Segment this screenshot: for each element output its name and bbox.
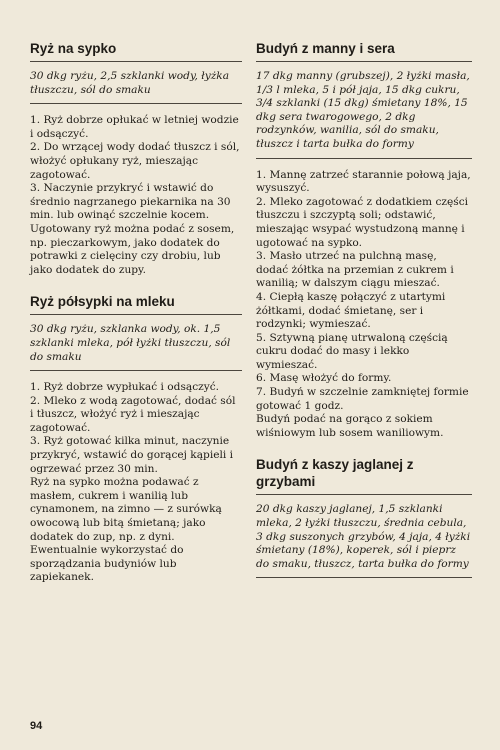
recipe-steps xyxy=(256,169,472,441)
recipe-title: Ryż półsypki na mleku xyxy=(30,293,242,315)
serving-note: Ryż na sypko można podawać z masłem, cukrem i wanilią lub cynamonem, na zimno — z surówką owocową lub bitą śmietaną; jako dodatek do zup, np. z dyni. Ewentualnie wykorzystać do sporządzania budyniów lub zapiekanek. xyxy=(30,476,222,584)
ingredients-list: 20 dkg kaszy jaglanej, 1,5 szklanki mleka, 2 łyżki tłuszczu, średnia cebula, 3 dkg suszonych grzybów, 4 jaja, 4 łyżki śmietany (18%), koperek, sól i pieprz do smaku, tłuszcz, tarta bułka do formy xyxy=(256,503,472,578)
ingredients-list: 30 dkg ryżu, 2,5 szklanki wody, łyżka tłuszczu, sól do smaku xyxy=(30,70,242,104)
recipe-title: Ryż na sypko xyxy=(30,40,242,62)
serving-note: Ugotowany ryż można podać z sosem, np. pieczarkowym, jako dodatek do potrawki z cielęciny czy drobiu, lub jako dodatek do zupy. xyxy=(30,222,235,276)
ingredients-list: 30 dkg ryżu, szklanka wody, ok. 1,5 szklanki mleka, pół łyżki tłuszczu, sól do smaku xyxy=(30,323,242,371)
step: 2. Do wrzącej wody dodać tłuszcz i sól, włożyć opłukany ryż, mieszając zagotować. xyxy=(30,141,240,181)
recipe-steps xyxy=(30,114,242,277)
step: 3. Ryż gotować kilka minut, naczynie przykryć, wstawić do gorącej kąpieli i ogrzewać przez 30 min. xyxy=(30,435,234,475)
step: 6. Masę włożyć do formy. xyxy=(256,372,392,385)
step: 1. Ryż dobrze opłukać w letniej wodzie i odsączyć. xyxy=(30,114,239,140)
recipe-title: Budyń z manny i sera xyxy=(256,40,472,62)
step: 7. Budyń w szczelnie zamkniętej formie gotować 1 godz. xyxy=(256,386,469,412)
right-column xyxy=(256,40,472,588)
step: 4. Ciepłą kaszę połączyć z utartymi żółtkami, dodać śmietanę, ser i rodzynki; wymieszać. xyxy=(256,290,446,331)
ingredients-list: 17 dkg manny (grubszej), 2 łyżki masła, 1/3 l mleka, 5 i pół jaja, 15 dkg cukru, 3/4 szklanki (15 dkg) śmietany 18%, 15 dkg sera twarogowego, 2 dkg rodzynków, wanilia, sól do smaku, tłuszcz i tarta bułka do formy xyxy=(256,70,472,159)
step: 1. Mannę zatrzeć starannie połową jaja, wysuszyć. xyxy=(256,168,471,195)
page-number: 94 xyxy=(30,720,43,732)
step: 2. Mleko zagotować z dodatkiem części tłuszczu i szczyptą soli; odstawić, mieszając wsypać wystudzoną mannę i ugotować na sypko. xyxy=(256,195,469,249)
step: 3. Masło utrzeć na pulchną masę, dodać żółtka na przemian z cukrem i wanilią; w dalszym ciągu mieszać. xyxy=(256,250,454,290)
step: 5. Sztywną pianę utrwaloną częścią cukru dodać do masy i lekko wymieszać. xyxy=(256,331,448,371)
serving-note: Budyń podać na gorąco z sokiem wiśniowym lub sosem waniliowym. xyxy=(256,413,444,439)
left-column xyxy=(30,40,242,585)
recipe-title: Budyń z kaszy jaglanej z grzybami xyxy=(256,456,472,495)
recipe-steps xyxy=(30,381,242,585)
step: 1. Ryż dobrze wypłukać i odsączyć. xyxy=(30,381,220,394)
step: 2. Mleko z wodą zagotować, dodać sól i tłuszcz, włożyć ryż i mieszając zagotować. xyxy=(30,394,236,434)
step: 3. Naczynie przykryć i wstawić do średnio nagrzanego piekarnika na 30 min. lub owinąć szczelnie kocem. xyxy=(30,182,231,222)
